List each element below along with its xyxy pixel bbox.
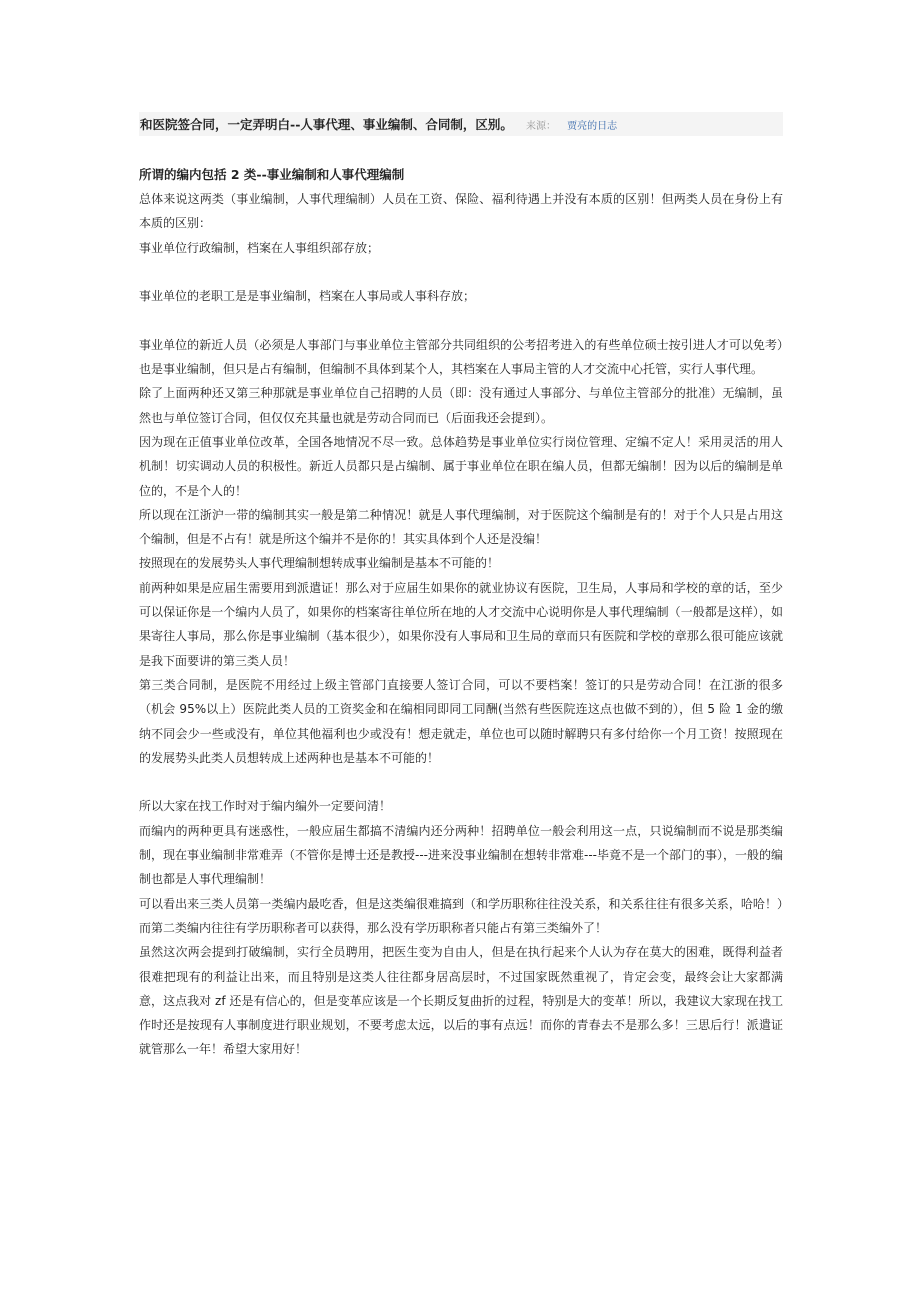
paragraph: 按照现在的发展势头人事代理编制想转成事业编制是基本不可能的！ <box>139 556 500 571</box>
paragraph: 所以现在江浙沪一带的编制其实一般是第二种情况！就是人事代理编制，对于医院这个编制是有的！对于个人只是占用这个编制，但是不占有！就是所这个编并不是你的！其实具体到个人还是没编！ <box>139 507 783 547</box>
paragraph: 总体来说这两类（事业编制，人事代理编制）人员在工资、保险、福利待遇上并没有本质的区别！但两类人员在身份上有本质的区别： <box>139 192 783 231</box>
post-header <box>139 112 783 136</box>
paragraph: 事业单位的新近人员（必须是人事部门与事业单位主管部分共同组织的公考招考进入的有些单位硕士按引进人才可以免考）也是事业编制，但只是占有编制，但编制不具体到某个人，其档案在人事局主管的人才交流中心托管，实行人事代理。 <box>139 337 783 377</box>
paragraph: 虽然这次两会提到打破编制，实行全员聘用，把医生变为自由人，但是在执行起来个人认为存在莫大的困难，既得利益者很难把现有的利益让出来，而且特别是这类人往往都身居高层时，不过国家既然重视了，肯定会变，最终会让大家都满意，这点我对 zf 还是有信心的，但是变革应该是一个长期反复曲折的过程，特别是大的变革！所以，我建议大家现在找工作时还是按现有人事制度进行职业规划，不要考虑太远，以后的事有点远！而你的青春去不是那么多！三思后行！派遣证就管那么一年！希望大家用好！ <box>139 945 783 1057</box>
post-title: 和医院签合同，一定弄明白--人事代理、事业编制、合同制，区别。 <box>140 117 513 132</box>
paragraph: 而编内的两种更具有迷惑性，一般应届生都搞不清编内还分两种！招聘单位一般会利用这一点，只说编制而不说是那类编制，现在事业编制非常难弄（不管你是博士还是教授---进来没事业编制在想转非常难---毕竟不是一个部门的事），一般的编制也都是人事代理编制！ <box>139 823 783 887</box>
article-subtitle: 所谓的编内包括 2 类--事业编制和人事代理编制 <box>139 167 405 182</box>
paragraph: 除了上面两种还又第三种那就是事业单位自己招聘的人员（即：没有通过人事部分、与单位主管部分的批准）无编制，虽然也与单位签订合同，但仅仅充其量也就是劳动合同而已（后面我还会提到）。 <box>139 386 783 425</box>
blank-line <box>139 308 783 332</box>
source-link[interactable]: 贾亮的日志 <box>567 121 618 132</box>
article-body <box>139 162 783 1062</box>
paragraph: 前两种如果是应届生需要用到派遣证！那么对于应届生如果你的就业协议有医院，卫生局，人事局和学校的章的话，至少可以保证你是一个编内人员了，如果你的档案寄往单位所在地的人才交流中心说明你是人事代理编制（一般都是这样），如果寄往人事局，那么你是事业编制（基本很少），如果你没有人事局和卫生局的章而只有医院和学校的章那么很可能应该就是我下面要讲的第三类人员！ <box>139 580 783 668</box>
paragraph: 事业单位的老职工是是事业编制，档案在人事局或人事科存放； <box>139 289 476 304</box>
blog-post <box>139 112 783 1062</box>
paragraph: 事业单位行政编制，档案在人事组织部存放； <box>139 240 380 255</box>
source-label: 来源： <box>525 121 556 132</box>
paragraph: 可以看出来三类人员第一类编内最吃香，但是这类编很难搞到（和学历职称往往没关系，和关系往往有很多关系，哈哈！）而第二类编内往往有学历职称者可以获得，那么没有学历职称者只能占有第三类编外了！ <box>139 896 783 935</box>
paragraph: 因为现在正值事业单位改革，全国各地情况不尽一致。总体趋势是事业单位实行岗位管理、定编不定人！采用灵活的用人机制！切实调动人员的积极性。新近人员都只是占编制、属于事业单位在职在编人员，但都无编制！因为以后的编制是单位的，不是个人的！ <box>139 434 783 498</box>
blank-line <box>139 260 783 284</box>
paragraph: 第三类合同制，是医院不用经过上级主管部门直接要人签订合同，可以不要档案！签订的只是劳动合同！在江浙的很多（机会 95%以上）医院此类人员的工资奖金和在编相同即同工同酬(当然有些医院连这点也做不到的），但 5 险 1 金的缴纳不同会少一些或没有，单位其他福利也少或没有！想走就走，单位也可以随时解聘只有多付给你一个月工资！按照现在的发展势头此类人员想转成上述两种也是基本不可能的！ <box>139 677 783 765</box>
blank-line <box>139 770 783 794</box>
paragraph: 所以大家在找工作时对于编内编外一定要问清！ <box>139 799 392 814</box>
